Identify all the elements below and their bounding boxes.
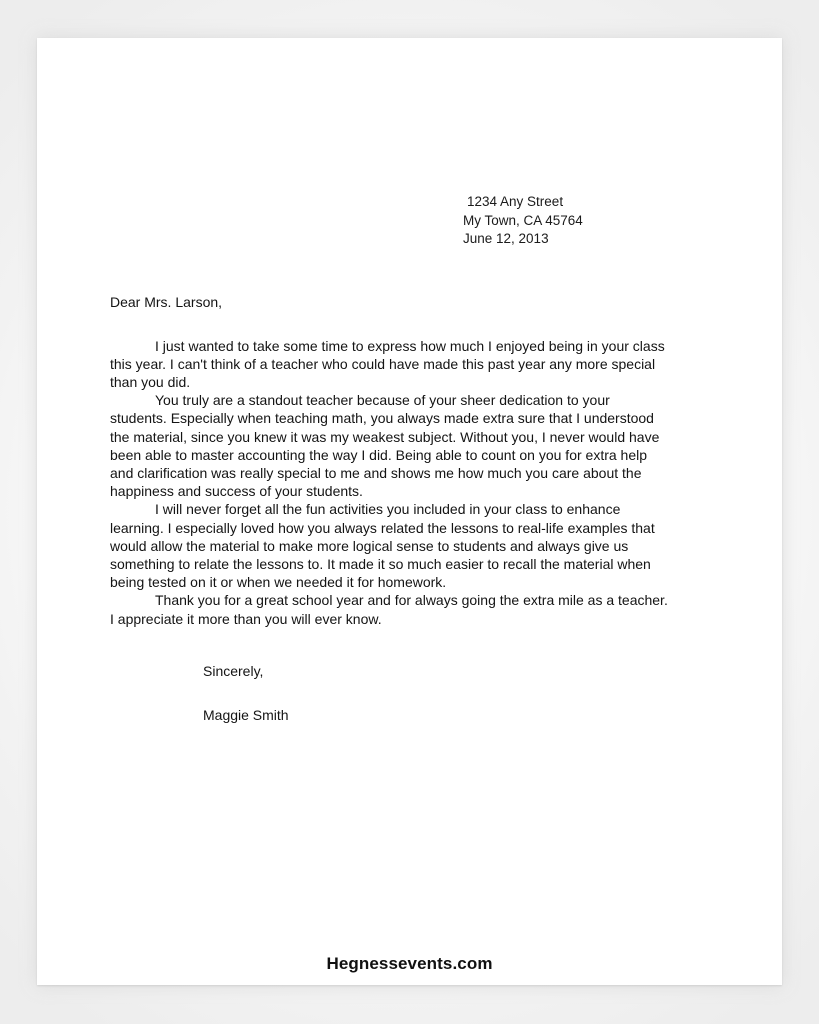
paragraph: Thank you for a great school year and for always going the extra mile as a teacher. I appreciate it more than you will ever know. xyxy=(110,592,668,627)
letter-content xyxy=(110,193,710,724)
letter-body-paragraphs xyxy=(110,337,670,628)
paragraph: I will never forget all the fun activities you included in your class to enhance learning. I especially loved how you always related the lessons to real-life examples that would allow the material to make more logical sense to students and always give us something to relate the lessons to. It made it so much easier to recall the material when being tested on it or when we needed it for homework. xyxy=(110,501,655,591)
sender-city-state-zip: My Town, CA 45764 xyxy=(463,212,583,228)
paragraph: You truly are a standout teacher because of your sheer dedication to your students. Especially when teaching math, you always made extra sure that I understood the material, since you knew it was my weakest subject. Without you, I never would have been able to master accounting the way I did. Being able to count on you for extra help and clarification was really special to me and shows me how much you care about the happiness and success of your students. xyxy=(110,392,660,500)
closing-salutation: Sincerely, xyxy=(203,662,264,679)
sender-address-block xyxy=(463,193,710,249)
letter-page xyxy=(37,38,782,985)
letter-date: June 12, 2013 xyxy=(463,231,549,246)
signer-name: Maggie Smith xyxy=(203,706,289,723)
footer-brand: Hegnessevents.com xyxy=(326,954,493,973)
paragraph: I just wanted to take some time to express how much I enjoyed being in your class this year. I can't think of a teacher who could have made this past year any more special than you did. xyxy=(110,337,665,390)
sender-street: 1234 Any Street xyxy=(467,194,564,209)
salutation: Dear Mrs. Larson, xyxy=(110,293,223,310)
